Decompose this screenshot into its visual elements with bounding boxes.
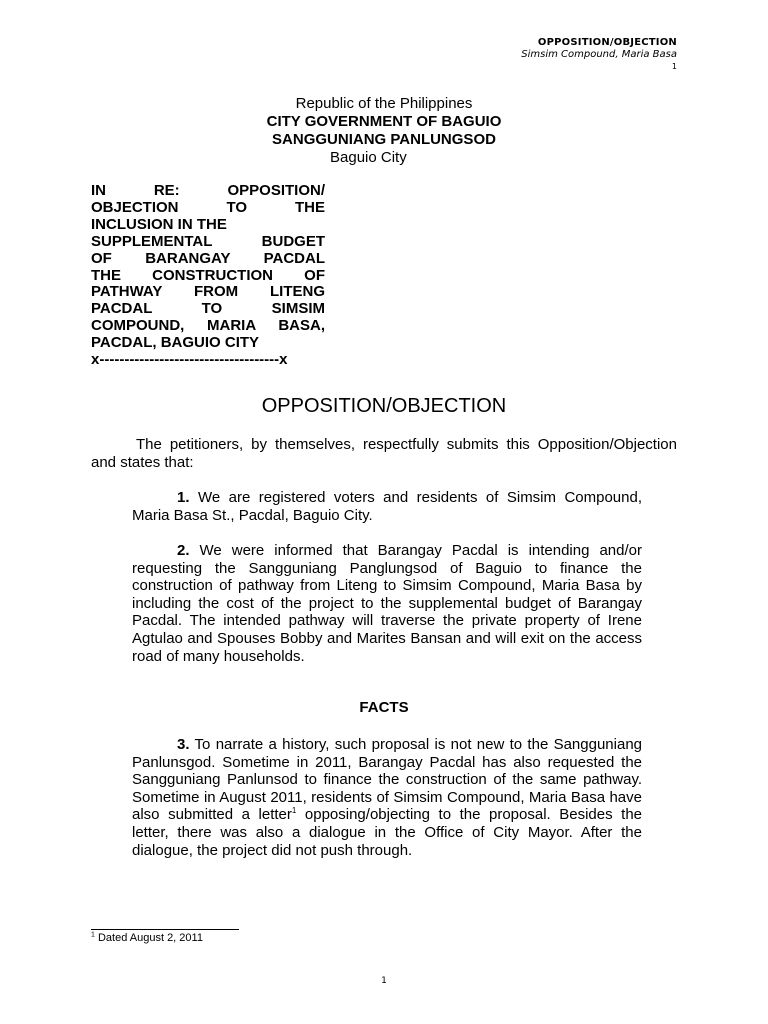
footnote-reference[interactable]: 1 [291, 806, 297, 816]
paragraph-text: opposing/objecting to the proposal. Besides the letter, there was also a dialogue in the Office of City Mayor. After the dialogue, the project did not push through. [132, 806, 643, 859]
caption-line: PACDAL TO SIMSIM [91, 300, 325, 318]
republic-heading: Republic of the Philippines [295, 95, 473, 112]
caption-line: OBJECTION TO THE [91, 198, 325, 216]
caption-line: PATHWAY FROM LITENG [91, 283, 325, 301]
footnote-separator [91, 929, 239, 930]
caption-divider: x------------------------------------x [91, 351, 288, 369]
caption-line: OF BARANGAY PACDAL [91, 249, 325, 267]
paragraph-3 [132, 736, 642, 859]
paragraph-number: 3. [177, 736, 190, 753]
paragraph-number: 1. [177, 489, 190, 506]
intro-paragraph [91, 436, 677, 471]
paragraph-1 [132, 489, 642, 524]
caption-line: PACDAL, BAGUIO CITY [91, 334, 260, 352]
caption-line: COMPOUND, MARIA BASA, [91, 317, 325, 335]
footnote-mark: 1 [91, 931, 95, 939]
paragraph-number: 2. [177, 542, 190, 559]
paragraph-text: We were informed that Barangay Pacdal is intending and/or requesting the Sangguniang Panglungsod of Baguio to finance the construction of pathway from Liteng to Simsim Compound, Maria Basa by including the cost of the project to the supplemental budget of Barangay Pacdal. The intended pathway will traverse the private property of Irene Agtulao and Spouses Bobby and Marites Bansan and will exit on the access road of many households. [132, 542, 642, 665]
facts-heading: FACTS [359, 699, 409, 716]
running-header-subtitle: Simsim Compound, Maria Basa [521, 49, 677, 60]
page-number: 1 [381, 976, 387, 986]
running-header-page-number: 1 [671, 62, 677, 71]
intro-text: The petitioners, by themselves, respectfully submits this Opposition/Objection and states that: [91, 436, 677, 471]
city-heading: Baguio City [330, 149, 407, 166]
case-caption [91, 183, 325, 369]
paragraph-text: To narrate a history, such proposal is not new to the Sangguniang Panlunsgod. Sometime in 2011, Barangay Pacdal has also requested the Sangguniang Panlunsod to finance the construction of the same pathway. Sometime in August 2011, residents of Simsim Compound, Maria Basa have also submitted a letter [132, 736, 642, 824]
footnote-text: Dated August 2, 2011 [94, 932, 203, 944]
paragraph-text: We are registered voters and residents of Simsim Compound, Maria Basa St., Pacdal, Baguio City. [132, 489, 642, 524]
caption-line: THE CONSTRUCTION OF [91, 266, 325, 284]
running-header-title: OPPOSITION/OBJECTION [537, 37, 677, 48]
footnote [91, 932, 203, 944]
caption-line: INCLUSION IN THE [91, 215, 227, 233]
paragraph-2 [132, 542, 642, 665]
caption-line: SUPPLEMENTAL BUDGET [91, 232, 325, 250]
sanggunian-heading: SANGGUNIANG PANLUNGSOD [272, 131, 496, 148]
caption-line: IN RE: OPPOSITION/ [91, 182, 325, 199]
document-title: OPPOSITION/OBJECTION [261, 395, 507, 417]
city-government-heading: CITY GOVERNMENT OF BAGUIO [266, 113, 502, 130]
